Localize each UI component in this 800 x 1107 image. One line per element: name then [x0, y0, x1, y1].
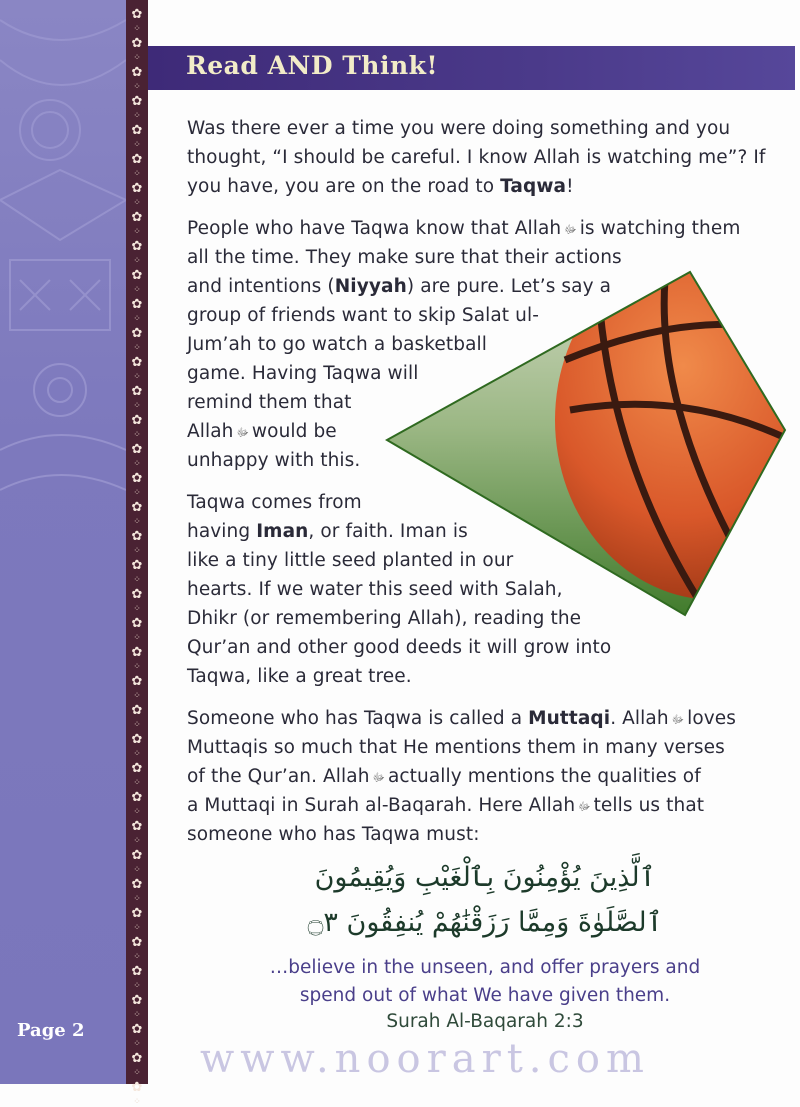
text-segment: all the time. They make sure that their actions [187, 247, 622, 268]
dots-icon: ⁘ [133, 488, 141, 498]
dots-icon: ⁘ [133, 24, 141, 34]
text-segment: someone who has Taqwa must: [187, 824, 480, 845]
text-segment: thought, “I should be careful. I know Allah is watching me”? If [187, 147, 766, 168]
flower-icon: ✿ [131, 500, 143, 515]
text-segment: tells us that [593, 795, 705, 816]
flower-icon: ✿ [131, 355, 143, 370]
text-segment: Jum’ah to go watch a basketball [187, 334, 488, 355]
text-segment: hearts. If we water this seed with Salah, [187, 579, 563, 600]
dots-icon: ⁘ [133, 575, 141, 585]
text-line [187, 392, 352, 413]
text-segment: group of friends want to skip Salat ul- [187, 305, 539, 326]
dots-icon: ⁘ [133, 546, 141, 556]
flower-icon: ✿ [131, 7, 143, 22]
text-line [187, 795, 704, 816]
text-segment: having [187, 521, 257, 542]
text-line [187, 637, 611, 658]
dots-icon: ⁘ [133, 807, 141, 817]
dots-icon: ⁘ [133, 923, 141, 933]
flower-icon: ✿ [131, 703, 143, 718]
flower-icon: ✿ [131, 674, 143, 689]
text-segment: Taqwa, like a great tree. [187, 666, 412, 687]
dots-icon: ⁘ [133, 1039, 141, 1049]
flower-icon: ✿ [131, 877, 143, 892]
text-line [187, 421, 337, 442]
text-segment: and intentions ( [187, 276, 335, 297]
flower-icon: ✿ [131, 529, 143, 544]
dots-icon: ⁘ [133, 227, 141, 237]
flower-icon: ✿ [131, 761, 143, 776]
text-line [187, 334, 487, 355]
text-segment: remind them that [187, 392, 352, 413]
section-header [148, 46, 795, 90]
flower-icon: ✿ [131, 94, 143, 109]
text-line [187, 450, 360, 471]
dots-icon: ⁘ [133, 720, 141, 730]
allah-symbol: ﷻ [236, 426, 249, 439]
dots-icon: ⁘ [133, 778, 141, 788]
verse-source: Surah Al-Baqarah 2:3 [386, 1011, 584, 1032]
flower-icon: ✿ [131, 413, 143, 428]
dots-icon: ⁘ [133, 1097, 141, 1107]
dots-icon: ⁘ [133, 198, 141, 208]
text-line [187, 579, 563, 600]
dots-icon: ⁘ [133, 256, 141, 266]
flower-icon: ✿ [131, 645, 143, 660]
flower-icon: ✿ [131, 587, 143, 602]
text-line [187, 247, 622, 268]
dots-icon: ⁘ [133, 430, 141, 440]
text-segment: would be [251, 421, 337, 442]
flower-icon: ✿ [131, 964, 143, 979]
dots-icon: ⁘ [133, 314, 141, 324]
text-line [187, 147, 766, 168]
text-segment: ) are pure. Let’s say a [406, 276, 612, 297]
flower-icon: ✿ [131, 36, 143, 51]
dots-icon: ⁘ [133, 285, 141, 295]
dots-icon: ⁘ [133, 1068, 141, 1078]
text-segment: a Muttaqi in Surah al-Baqarah. Here Allah [187, 795, 576, 816]
text-segment: ! [566, 176, 574, 197]
dots-icon: ⁘ [133, 82, 141, 92]
flower-icon: ✿ [131, 819, 143, 834]
text-line [187, 218, 740, 239]
flower-icon: ✿ [131, 326, 143, 341]
flower-icon: ✿ [131, 732, 143, 747]
text-segment: Someone who has Taqwa is called a [187, 708, 529, 729]
flower-icon: ✿ [131, 239, 143, 254]
text-segment: game. Having Taqwa will [187, 363, 419, 384]
flower-icon: ✿ [131, 906, 143, 921]
text-line [187, 737, 725, 758]
text-line [187, 276, 611, 297]
flower-icon: ✿ [131, 1051, 143, 1066]
dots-icon: ⁘ [133, 517, 141, 527]
flower-icon: ✿ [131, 268, 143, 283]
flower-icon: ✿ [131, 616, 143, 631]
flower-icon: ✿ [131, 993, 143, 1008]
text-line [187, 305, 539, 326]
text-segment: Dhikr (or remembering Allah), reading the [187, 608, 582, 629]
dots-icon: ⁘ [133, 401, 141, 411]
dots-icon: ⁘ [133, 604, 141, 614]
text-line [187, 708, 736, 729]
section-title: Read AND Think! [186, 51, 438, 80]
text-segment: Muttaqis so much that He mentions them in many verses [187, 737, 725, 758]
flower-icon: ✿ [131, 442, 143, 457]
dots-icon: ⁘ [133, 836, 141, 846]
allah-symbol: ﷻ [564, 223, 577, 236]
decorative-sidebar [0, 0, 126, 1084]
dots-icon: ⁘ [133, 111, 141, 121]
text-segment: unhappy with this. [187, 450, 361, 471]
flower-icon: ✿ [131, 181, 143, 196]
flower-icon: ✿ [131, 297, 143, 312]
text-line [187, 608, 581, 629]
flower-icon: ✿ [131, 1022, 143, 1037]
bold-term: Taqwa [500, 176, 567, 197]
text-segment: like a tiny little seed planted in our [187, 550, 514, 571]
bold-term: Muttaqi [528, 708, 611, 729]
text-segment: Taqwa comes from [187, 492, 362, 513]
verse-translation-line-1: …believe in the unseen, and offer prayers and [269, 957, 701, 978]
dots-icon: ⁘ [133, 691, 141, 701]
dots-icon: ⁘ [133, 459, 141, 469]
dots-icon: ⁘ [133, 894, 141, 904]
flower-icon: ✿ [131, 1080, 143, 1095]
text-segment: Was there ever a time you were doing something and you [187, 118, 731, 139]
page-number: Page 2 [17, 1020, 85, 1041]
dots-icon: ⁘ [133, 1010, 141, 1020]
flower-icon: ✿ [131, 384, 143, 399]
text-segment: . Allah [610, 708, 669, 729]
dots-icon: ⁘ [133, 633, 141, 643]
text-segment: People who have Taqwa know that Allah [187, 218, 562, 239]
flower-icon: ✿ [131, 790, 143, 805]
verse-translation-line-2: spend out of what We have given them. [299, 985, 671, 1006]
flower-icon: ✿ [131, 558, 143, 573]
dots-icon: ⁘ [133, 140, 141, 150]
text-segment: you have, you are on the road to [187, 176, 501, 197]
dots-icon: ⁘ [133, 662, 141, 672]
text-segment: Allah [187, 421, 234, 442]
flower-icon: ✿ [131, 848, 143, 863]
text-segment: actually mentions the qualities of [387, 766, 701, 787]
verse-arabic-line-1: ٱلَّذِينَ يُؤْمِنُونَ بِٱلْغَيْبِ وَيُقِيمُونَ [314, 862, 656, 893]
flower-icon: ✿ [131, 935, 143, 950]
text-segment: is watching them [579, 218, 741, 239]
ornament-pattern [0, 0, 126, 520]
allah-symbol: ﷻ [578, 800, 591, 813]
dots-icon: ⁘ [133, 372, 141, 382]
dots-icon: ⁘ [133, 53, 141, 63]
verse-arabic-line-2: ٱلصَّلَوٰةَ وَمِمَّا رَزَقْنَٰهُمْ يُنفِقُونَ ۝٣ [307, 907, 663, 938]
watermark: www.noorart.com [200, 1036, 650, 1082]
text-line [187, 824, 480, 845]
dots-icon: ⁘ [133, 169, 141, 179]
flower-icon: ✿ [131, 152, 143, 167]
text-line [187, 521, 468, 542]
flower-border-strip [126, 0, 148, 1107]
text-segment: of the Qur’an. Allah [187, 766, 370, 787]
text-line [187, 766, 701, 787]
dots-icon: ⁘ [133, 865, 141, 875]
flower-icon: ✿ [131, 471, 143, 486]
allah-symbol: ﷻ [671, 713, 685, 726]
text-segment: loves [687, 708, 737, 729]
text-line [187, 118, 730, 139]
dots-icon: ⁘ [133, 952, 141, 962]
flower-icon: ✿ [131, 123, 143, 138]
text-line [187, 492, 362, 513]
dots-icon: ⁘ [133, 981, 141, 991]
text-line [187, 550, 513, 571]
text-line [187, 176, 574, 197]
text-segment: , or faith. Iman is [308, 521, 468, 542]
text-segment: Qur’an and other good deeds it will grow into [187, 637, 612, 658]
bold-term: Niyyah [334, 276, 407, 297]
text-line [187, 666, 412, 687]
flower-icon: ✿ [131, 65, 143, 80]
dots-icon: ⁘ [133, 343, 141, 353]
flower-icon: ✿ [131, 210, 143, 225]
text-line [187, 363, 418, 384]
allah-symbol: ﷻ [372, 771, 385, 784]
bold-term: Iman [256, 521, 309, 542]
dots-icon: ⁘ [133, 749, 141, 759]
